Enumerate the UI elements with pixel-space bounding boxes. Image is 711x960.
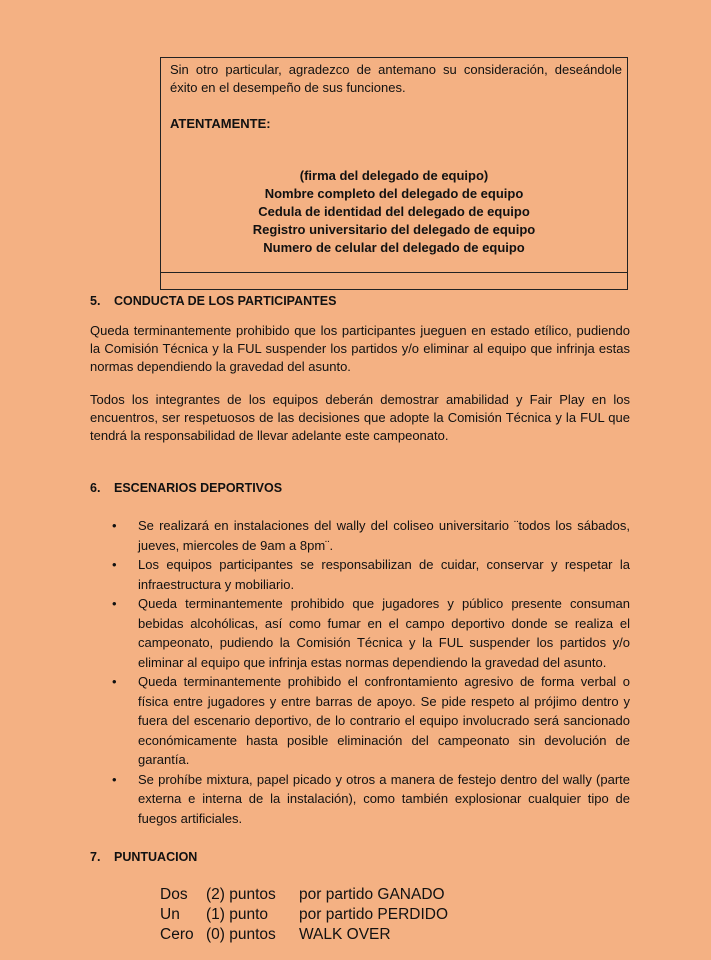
score-word: Dos (160, 886, 188, 903)
section-number: 7. (90, 850, 101, 864)
signature-line: (firma del delegado de equipo) (299, 168, 489, 183)
score-result: WALK OVER (299, 926, 391, 943)
closing-paragraph: Sin otro particular, agradezco de antemano su consideración, deseándole éxito en el desempeño de sus funciones. (170, 62, 622, 95)
score-table (160, 885, 448, 945)
score-row (160, 905, 448, 925)
list-item (112, 672, 630, 770)
letter-closing-box (160, 57, 628, 290)
score-result: por partido GANADO (299, 886, 445, 903)
score-points: (2) puntos (206, 886, 276, 903)
section-5-heading (90, 294, 336, 308)
list-item-text: Queda terminantemente prohibido que jugadores y público presente consuman bebidas alcohólicas, así como fumar en el campo deportivo donde se realiza el campeonato, pudiendo la Comisión Técnica y la FUL suspender los partidos y/o eliminar al equipo que infrinja estas normas dependiendo la gravedad del asunto. (138, 596, 630, 670)
list-item-text: Se realizará en instalaciones del wally del coliseo universitario ¨todos los sábados, jueves, miercoles de 9am a 8pm¨. (138, 518, 630, 553)
signature-block (161, 167, 627, 257)
signature-line: Numero de celular del delegado de equipo (263, 240, 525, 255)
list-item-text: Queda terminantemente prohibido el confrontamiento agresivo de forma verbal o física entre jugadores y entre barras de apoyo. Se pide respeto al prójimo dentro y fuera del escenario deportivo, de lo contrario el equipo involucrado será sancionado económicamente hasta posible eliminación del campeonato sin devolución de garantía. (138, 674, 630, 767)
list-item-text: Los equipos participantes se responsabilizan de cuidar, conservar y respetar la infraestructura y mobiliario. (138, 557, 630, 592)
box-divider (161, 272, 627, 273)
score-word: Un (160, 906, 180, 923)
venue-rules-list (112, 516, 630, 828)
score-points: (0) puntos (206, 926, 276, 943)
section-5-paragraph-1: Queda terminantemente prohibido que los participantes jueguen en estado etílico, pudiendo la Comisión Técnica y la FUL suspender los partidos y/o eliminar al equipo que infrinja estas normas dependiendo la gravedad del asunto. (90, 323, 630, 374)
score-result: por partido PERDIDO (299, 906, 449, 923)
signature-line: Registro universitario del delegado de equipo (252, 222, 536, 237)
bullet-icon: • (112, 557, 117, 572)
section-7-heading (90, 850, 197, 864)
atentamente-label: ATENTAMENTE: (170, 116, 271, 131)
score-row (160, 925, 448, 945)
section-title: PUNTUACION (114, 850, 198, 864)
signature-line: Nombre completo del delegado de equipo (264, 186, 524, 201)
bullet-icon: • (112, 518, 117, 533)
score-points: (1) punto (206, 906, 269, 923)
section-title: CONDUCTA DE LOS PARTICIPANTES (114, 294, 337, 308)
score-row (160, 885, 448, 905)
bullet-icon: • (112, 674, 117, 689)
section-5-paragraph-2: Todos los integrantes de los equipos deberán demostrar amabilidad y Fair Play en los encuentros, ser respetuosos de las decisiones que adopte la Comisión Técnica y la FUL que tendrá la responsabilidad de llevar adelante este campeonato. (90, 392, 630, 443)
section-number: 6. (90, 481, 101, 495)
bullet-icon: • (112, 771, 117, 787)
section-6-heading (90, 481, 282, 495)
bullet-icon: • (112, 596, 117, 611)
signature-line: Cedula de identidad del delegado de equipo (258, 204, 530, 219)
list-item (112, 770, 630, 829)
section-number: 5. (90, 294, 101, 308)
section-title: ESCENARIOS DEPORTIVOS (114, 481, 283, 495)
list-item (112, 594, 630, 672)
list-item (112, 555, 630, 594)
score-word: Cero (160, 926, 194, 943)
list-item-text: Se prohíbe mixtura, papel picado y otros a manera de festejo dentro del wally (parte externa e interna de la instalación), como también explosionar cualquier tipo de fuegos artificiales. (138, 771, 630, 826)
list-item (112, 516, 630, 555)
